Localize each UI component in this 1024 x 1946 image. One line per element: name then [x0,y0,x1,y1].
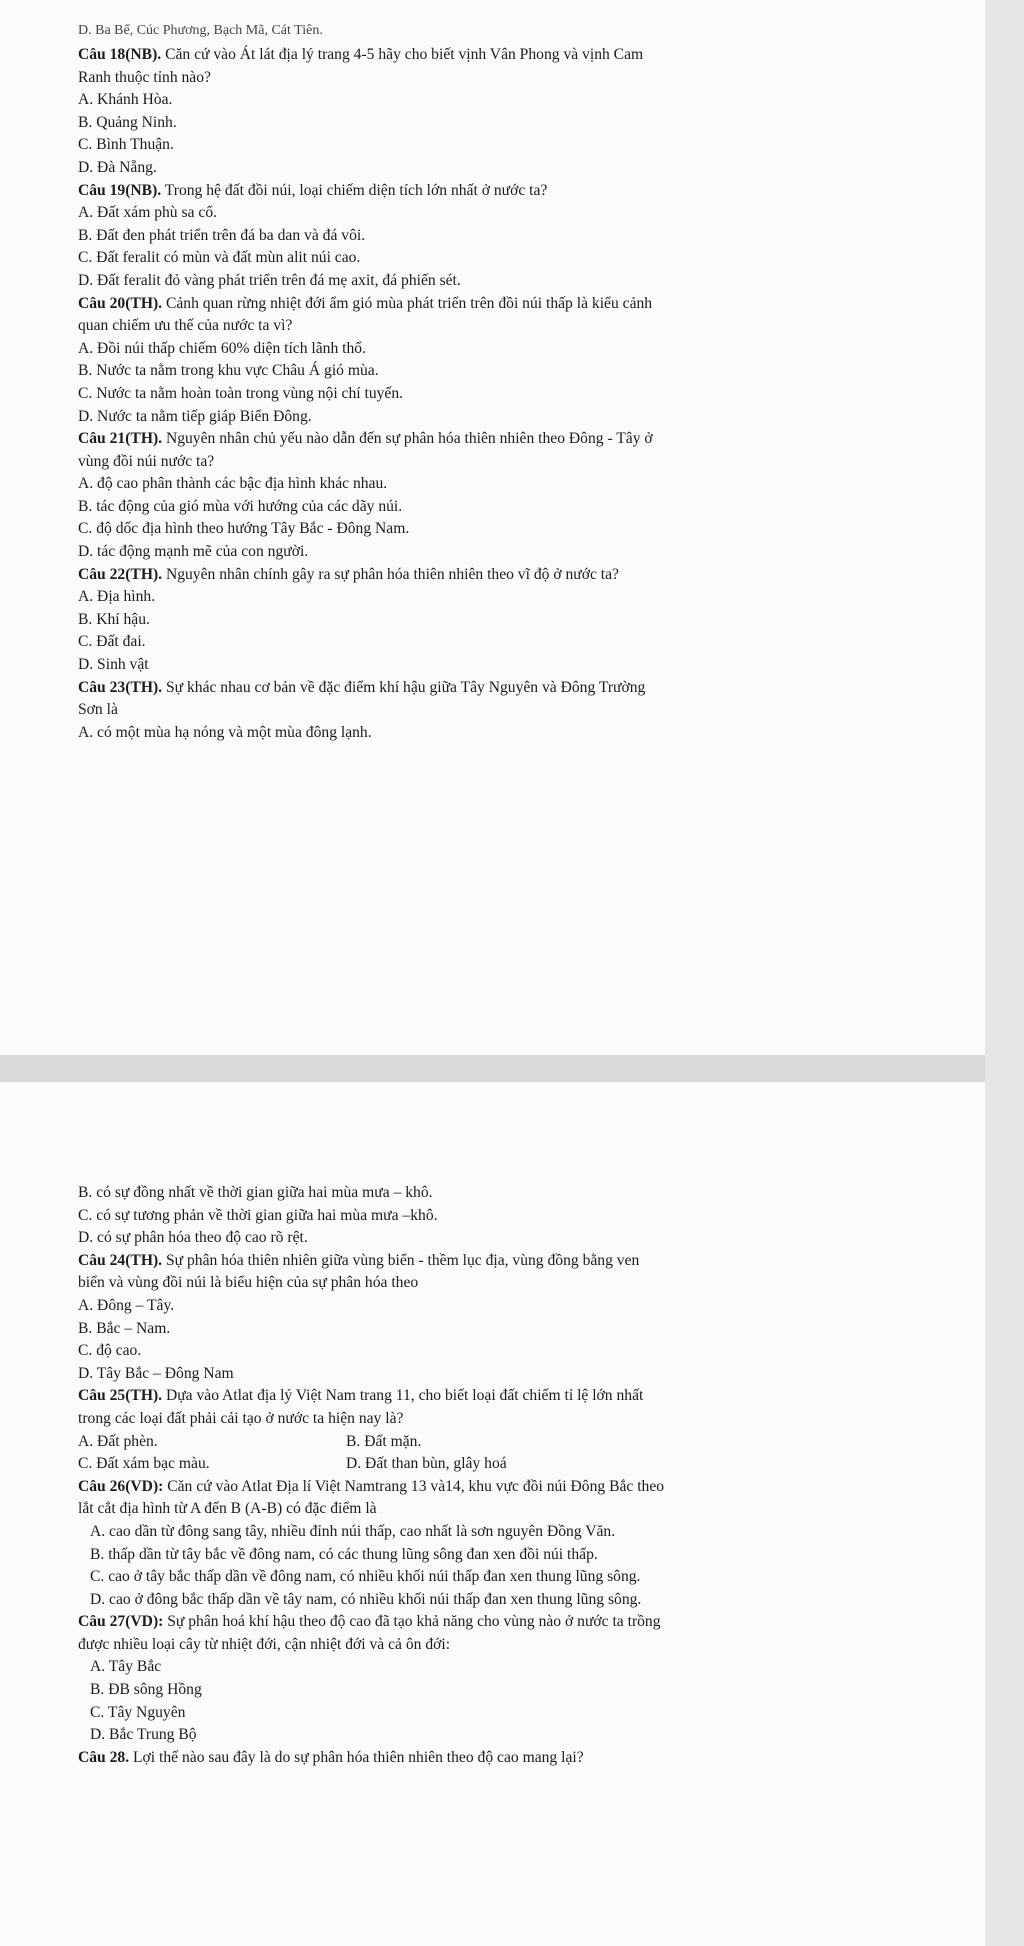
q18-stem-text: Ranh thuộc tỉnh nào? [78,68,211,86]
q21-stem-text: Nguyên nhân chủ yếu nào dẫn đến sự phân hóa thiên nhiên theo Đông - Tây ở [165,430,653,448]
q24-stem-text: Sự phân hóa thiên nhiên giữa vùng biển - thềm lục địa, vùng đồng bằng ven [165,1251,640,1269]
q18-stem-text: Căn cứ vào Át lát địa lý trang 4-5 hãy cho biết vịnh Vân Phong và vịnh Cam [165,46,644,63]
exam-page-2 [0,1082,985,1946]
q19-option: C. Đất feralit có mùn và đất mùn alit núi cao. [78,249,361,267]
q26-stem-line [78,1498,965,1521]
q25-stem-line [78,1385,965,1408]
q25-label: Câu 25(TH). [78,1387,163,1405]
q18-option: B. Quảng Ninh. [78,113,177,131]
q20-option: C. Nước ta nằm hoàn toàn trong vùng nội chí tuyến. [78,384,404,402]
q19-stem-line [78,180,965,203]
q23-option: C. có sự tương phản về thời gian giữa hai mùa mưa –khô. [78,1206,438,1224]
q19-stem-text: Trong hệ đất đồi núi, loại chiếm diện tích lớn nhất ở nước ta? [164,181,548,199]
q27-stem-line [78,1611,965,1634]
q26-stem-line [78,1476,965,1499]
question-list-page-1 [78,44,965,744]
q18-block [78,44,965,180]
q24-label: Câu 24(TH). [78,1251,163,1269]
q28-stem-text: Lợi thế nào sau đây là do sự phân hóa thiên nhiên theo độ cao mang lại? [133,1748,584,1766]
q21-option: C. độ dốc địa hình theo hướng Tây Bắc - Đông Nam. [78,520,410,538]
q23-label: Câu 23(TH). [78,678,163,696]
q22-stem-line [78,564,965,587]
q18-stem-line [78,44,965,67]
q19-option: D. Đất feralit đỏ vàng phát triển trên đá mẹ axit, đá phiến sét. [78,271,461,289]
q25-option: B. Đất mặn. [346,1432,422,1450]
question-list-page-2 [78,1250,965,1770]
q23-option: D. có sự phân hóa theo độ cao rõ rệt. [78,1229,308,1247]
q24-stem-text: biển và vùng đồi núi là biểu hiện của sự phân hóa theo [78,1274,419,1292]
q18-option: A. Khánh Hòa. [78,91,173,109]
question-23-continued [78,1182,965,1250]
q20-stem-line [78,293,965,316]
q28-block [78,1747,965,1770]
q22-stem-text: Nguyên nhân chính gây ra sự phân hóa thiên nhiên theo vĩ độ ở nước ta? [165,565,619,583]
q24-block [78,1250,965,1386]
q25-block [78,1385,965,1475]
q26-option: C. cao ở tây bắc thấp dần về đông nam, có nhiều khối núi thấp đan xen thung lũng sông. [90,1568,641,1586]
q25-stem-line [78,1408,965,1431]
q26-option: A. cao dần từ đông sang tây, nhiều đỉnh núi thấp, cao nhất là sơn nguyên Đồng Văn. [90,1522,616,1540]
q23-option: B. có sự đồng nhất về thời gian giữa hai mùa mưa – khô. [78,1184,433,1201]
q19-label: Câu 19(NB). [78,181,162,199]
q24-option: B. Bắc – Nam. [78,1319,171,1337]
q20-option: A. Đồi núi thấp chiếm 60% diện tích lãnh thổ. [78,339,366,357]
q27-option: D. Bắc Trung Bộ [90,1726,197,1744]
q25-option: D. Đất than bùn, glây hoá [346,1455,507,1473]
q24-option: D. Tây Bắc – Đông Nam [78,1364,234,1382]
q19-block [78,180,965,293]
q18-label: Câu 18(NB). [78,46,162,63]
q25-stem-text: trong các loại đất phải cải tạo ở nước ta hiện nay là? [78,1409,404,1427]
q20-option: D. Nước ta nằm tiếp giáp Biển Đông. [78,407,312,425]
q26-stem-text: lắt cắt địa hình từ A đến B (A-B) có đặc điểm là [78,1500,377,1518]
q22-option: D. Sinh vật [78,656,149,674]
q24-option: A. Đông – Tây. [78,1296,175,1314]
q22-block [78,564,965,677]
q27-option: B. ĐB sông Hồng [90,1681,202,1699]
q18-option: D. Đà Nẵng. [78,158,157,176]
q24-stem-line [78,1272,965,1295]
q22-option: C. Đất đai. [78,633,146,651]
q26-option: B. thấp dần từ tây bắc về đông nam, có các thung lũng sông đan xen đồi núi thấp. [90,1545,598,1563]
q27-stem-line [78,1634,965,1657]
q27-option: A. Tây Bắc [90,1658,162,1676]
q27-stem-text: được nhiều loại cây từ nhiệt đới, cận nhiệt đới và cả ôn đới: [78,1635,451,1653]
q24-option: C. độ cao. [78,1342,142,1360]
q27-option: C. Tây Nguyên [90,1703,186,1721]
q26-label: Câu 26(VD): [78,1477,164,1495]
background-strip [985,0,1024,1946]
q21-stem-line [78,428,965,451]
q21-label: Câu 21(TH). [78,430,163,448]
q25-stem-text: Dựa vào Atlat địa lý Việt Nam trang 11, cho biết loại đất chiếm tỉ lệ lớn nhất [165,1387,644,1405]
q21-stem-text: vùng đồi núi nước ta? [78,452,215,470]
q20-option: B. Nước ta nằm trong khu vực Châu Á gió mùa. [78,362,379,380]
q21-stem-line [78,451,965,474]
q19-option: A. Đất xám phù sa cổ. [78,204,218,222]
q20-stem-line [78,315,965,338]
q26-block [78,1476,965,1612]
q21-option: B. tác động của gió mùa với hướng của các dãy núi. [78,497,403,515]
q25-option: C. Đất xám bạc màu. [78,1455,210,1473]
q23-option: A. có một mùa hạ nóng và một mùa đông lạnh. [78,723,372,741]
cropped-top-line: D. Ba Bể, Cúc Phương, Bạch Mã, Cát Tiên. [78,23,323,38]
q25-option-row [78,1431,965,1454]
q23-block [78,677,965,745]
q27-label: Câu 27(VD): [78,1613,164,1631]
q24-stem-line [78,1250,965,1273]
q21-option: A. độ cao phân thành các bậc địa hình khác nhau. [78,475,388,493]
q19-option: B. Đất đen phát triển trên đá ba dan và đá vôi. [78,226,366,244]
q26-option: D. cao ở đông bắc thấp dần về tây nam, có nhiều khối núi thấp đan xen thung lũng sông. [90,1590,642,1608]
q20-stem-text: quan chiếm ưu thế của nước ta vì? [78,317,293,335]
q21-option: D. tác động mạnh mẽ của con người. [78,543,309,561]
q18-stem-line [78,67,965,90]
q23-stem-line [78,699,965,722]
q25-option: A. Đất phèn. [78,1432,158,1450]
q22-label: Câu 22(TH). [78,565,163,583]
q22-option: A. Địa hình. [78,588,156,606]
q22-option: B. Khí hậu. [78,610,150,628]
q28-stem-line [78,1747,965,1770]
q23-stem-text: Sự khác nhau cơ bản về đặc điểm khí hậu giữa Tây Nguyên và Đông Trường [165,678,646,696]
q25-option-row [78,1453,965,1476]
q27-block [78,1611,965,1747]
q26-stem-text: Căn cứ vào Atlat Địa lí Việt Namtrang 13 và14, khu vực đồi núi Đông Bắc theo [167,1477,665,1495]
q21-block [78,428,965,564]
q20-stem-text: Cảnh quan rừng nhiệt đới ẩm gió mùa phát triển trên đồi núi thấp là kiểu cảnh [165,294,653,312]
q23-stem-text: Sơn là [78,701,118,719]
q27-stem-text: Sự phân hoá khí hậu theo độ cao đã tạo khả năng cho vùng nào ở nước ta trồng [167,1613,661,1631]
q20-block [78,293,965,429]
q20-label: Câu 20(TH). [78,294,163,312]
q23-stem-line [78,677,965,700]
q28-label: Câu 28. [78,1748,130,1766]
q18-option: C. Bình Thuận. [78,136,174,154]
